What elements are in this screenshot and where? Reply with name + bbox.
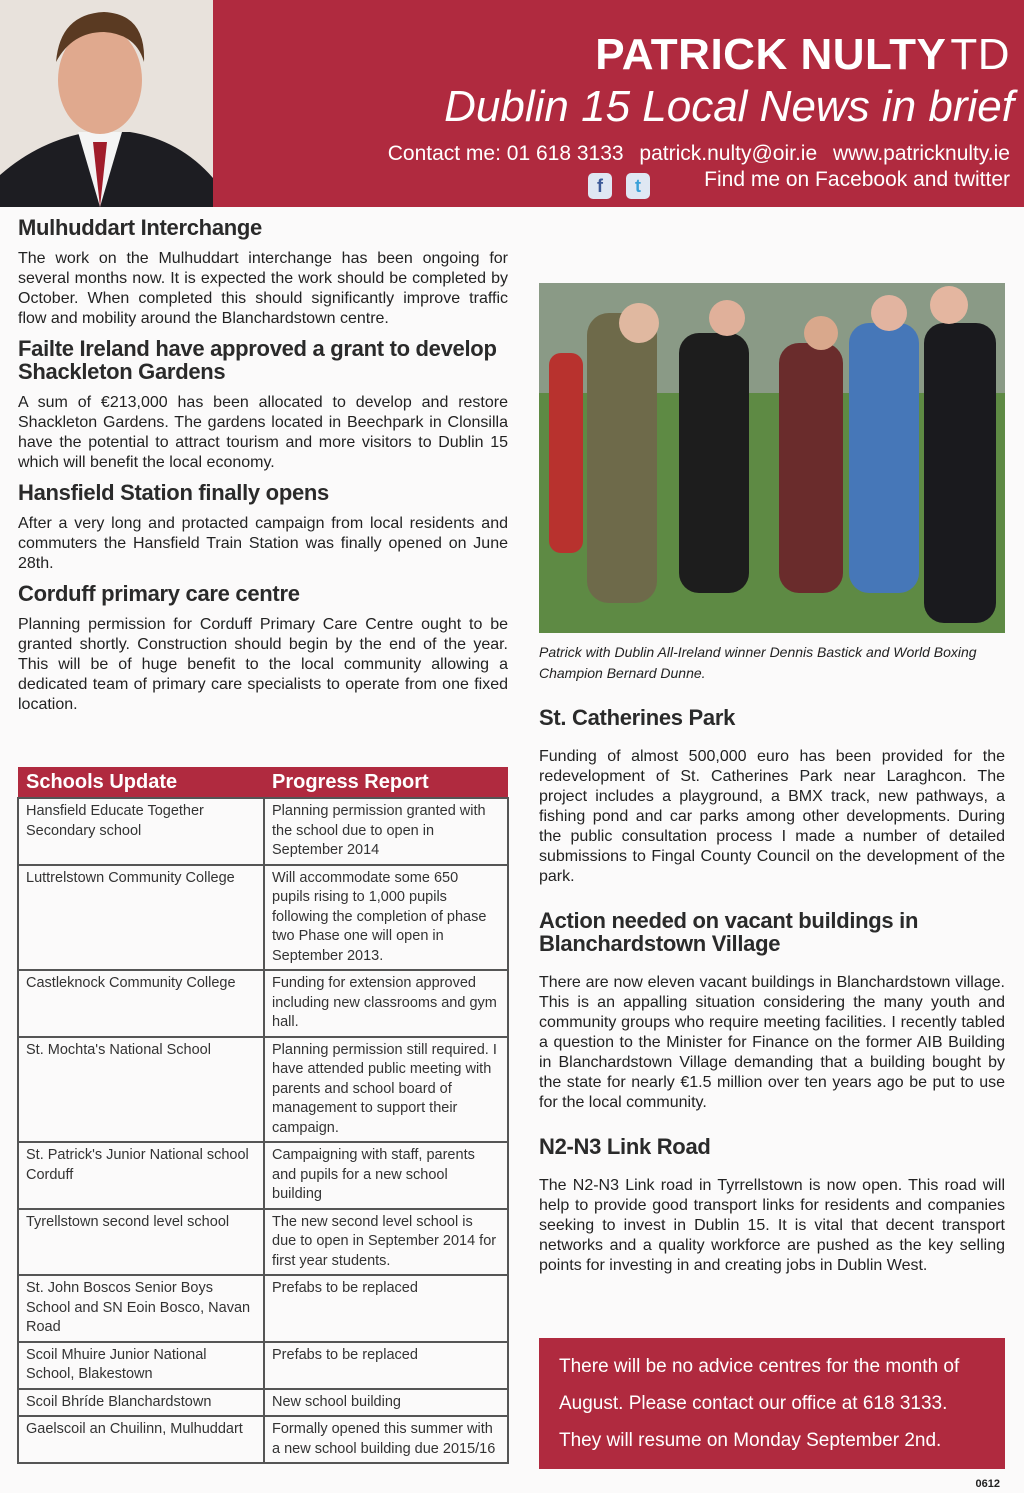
header-banner bbox=[0, 0, 1024, 207]
portrait-photo bbox=[0, 0, 213, 207]
progress-cell: Prefabs to be replaced bbox=[264, 1342, 508, 1389]
progress-cell: Will accommodate some 650 pupils rising to 1,000 pupils following the completion of phase two Phase one will open in September 2013. bbox=[264, 865, 508, 971]
schools-update-table bbox=[17, 767, 509, 1464]
group-photo bbox=[539, 283, 1005, 633]
right-column bbox=[539, 283, 1005, 1284]
article-corduff bbox=[18, 582, 508, 715]
school-cell: Gaelscoil an Chuilinn, Mulhuddart bbox=[18, 1416, 264, 1463]
social-text: Find me on Facebook and twitter bbox=[704, 168, 1010, 191]
article-heading: Corduff primary care centre bbox=[18, 581, 300, 606]
progress-cell: The new second level school is due to open in September 2014 for first year students. bbox=[264, 1209, 508, 1276]
newsletter-subtitle: Dublin 15 Local News in brief bbox=[444, 82, 1014, 131]
column-header-progress: Progress Report bbox=[264, 767, 508, 798]
table-row bbox=[18, 1342, 508, 1389]
left-column bbox=[18, 216, 508, 723]
article-hansfield bbox=[18, 481, 508, 574]
advice-centre-notice: There will be no advice centres for the month of August. Please contact our office at 618 3133. They will resume on Monday September 2nd. bbox=[539, 1338, 1005, 1469]
article-mulhuddart bbox=[18, 216, 508, 329]
table-row bbox=[18, 865, 508, 971]
progress-cell: Prefabs to be replaced bbox=[264, 1275, 508, 1342]
progress-cell: Planning permission granted with the school due to open in September 2014 bbox=[264, 798, 508, 865]
school-cell: Tyrellstown second level school bbox=[18, 1209, 264, 1276]
article-body: There are now eleven vacant buildings in Blanchardstown village. This is an appalling situation considering the many youth and community groups who require meeting facilities. I recently tabled a question to the Minister for Finance on the former AIB Building in Blanchardstown Village demanding that a building bought by the state for nearly €1.5 million over ten years ago be put to use for the local community. bbox=[539, 974, 1005, 1111]
article-body: Funding of almost 500,000 euro has been provided for the redevelopment of St. Catherines Park near Laraghcon. The project includes a playground, a BMX track, new pathways, a fishing pond and car parks among other developments. During the public consultation process I made a number of detailed submissions to Fingal County Council on the development of the park. bbox=[539, 748, 1005, 885]
contact-email[interactable]: patrick.nulty@oir.ie bbox=[639, 142, 818, 165]
table-row bbox=[18, 1389, 508, 1417]
article-body: Planning permission for Corduff Primary Care Centre ought to be granted shortly. Construction should begin by the end of the year. This will be of huge benefit to the local community allowing a dedicated team of primary care specialists to operate from one fixed location. bbox=[18, 616, 508, 713]
progress-cell: New school building bbox=[264, 1389, 508, 1417]
article-heading: Mulhuddart Interchange bbox=[18, 215, 262, 240]
school-cell: Luttrelstown Community College bbox=[18, 865, 264, 971]
article-heading: Failte Ireland have approved a grant to develop Shackleton Gardens bbox=[18, 336, 497, 384]
title-suffix: TD bbox=[950, 30, 1010, 79]
contact-line bbox=[388, 142, 1010, 166]
twitter-icon[interactable]: t bbox=[626, 173, 650, 199]
photo-caption: Patrick with Dublin All-Ireland winner Dennis Bastick and World Boxing Champion Bernard Dunne. bbox=[539, 644, 977, 681]
article-body: A sum of €213,000 has been allocated to develop and restore Shackleton Gardens. The gardens located in Beechpark in Clonsilla have the potential to attract tourism and more visitors to Dublin 15 which will benefit the local economy. bbox=[18, 394, 508, 471]
article-body: After a very long and protacted campaign from local residents and commuters the Hansfield Train Station was finally opened on June 28th. bbox=[18, 515, 508, 572]
progress-cell: Planning permission still required. I have attended public meeting with parents and school board of management to support their campaign. bbox=[264, 1037, 508, 1143]
name-text: PATRICK NULTY bbox=[595, 30, 947, 79]
article-heading: Hansfield Station finally opens bbox=[18, 480, 329, 505]
article-st-catherines bbox=[539, 706, 1005, 887]
article-vacant-buildings bbox=[539, 909, 1005, 1113]
portrait-illustration bbox=[0, 0, 213, 207]
article-heading: Action needed on vacant buildings in Blanchardstown Village bbox=[539, 908, 919, 956]
article-heading: N2-N3 Link Road bbox=[539, 1134, 711, 1159]
school-cell: St. John Boscos Senior Boys School and SN Eoin Bosco, Navan Road bbox=[18, 1275, 264, 1342]
table-row bbox=[18, 970, 508, 1037]
progress-cell: Campaigning with staff, parents and pupils for a new school building bbox=[264, 1142, 508, 1209]
article-body: The N2-N3 Link road in Tyrrellstown is now open. This road will help to provide good transport links for residents and companies seeking to invest in Dublin 15. It is vital that decent transport networks and a quality workforce are pushed as the key selling points for investing in and creating jobs in Dublin West. bbox=[539, 1177, 1005, 1274]
school-cell: Scoil Bhríde Blanchardstown bbox=[18, 1389, 264, 1417]
article-shackleton bbox=[18, 337, 508, 473]
table-row bbox=[18, 1416, 508, 1463]
table-header-row bbox=[18, 767, 508, 798]
facebook-icon[interactable]: f bbox=[588, 173, 612, 199]
contact-phone: Contact me: 01 618 3133 bbox=[387, 142, 624, 165]
school-cell: St. Mochta's National School bbox=[18, 1037, 264, 1143]
school-cell: St. Patrick's Junior National school Corduff bbox=[18, 1142, 264, 1209]
table-row bbox=[18, 798, 508, 865]
progress-cell: Formally opened this summer with a new school building due 2015/16 bbox=[264, 1416, 508, 1463]
social-icons bbox=[588, 173, 650, 199]
table-row bbox=[18, 1142, 508, 1209]
article-body: The work on the Mulhuddart interchange has been ongoing for several months now. It is expected the work should be completed by October. When completed this should significantly improve traffic flow and mobility around the Blanchardstown centre. bbox=[18, 250, 508, 327]
progress-cell: Funding for extension approved including new classrooms and gym hall. bbox=[264, 970, 508, 1037]
table-row bbox=[18, 1037, 508, 1143]
school-cell: Castleknock Community College bbox=[18, 970, 264, 1037]
page-code: 0612 bbox=[975, 1478, 1000, 1490]
table-row bbox=[18, 1275, 508, 1342]
article-link-road bbox=[539, 1135, 1005, 1276]
article-heading: St. Catherines Park bbox=[539, 705, 736, 730]
group-photo-illustration bbox=[539, 283, 1005, 633]
school-cell: Hansfield Educate Together Secondary school bbox=[18, 798, 264, 865]
table-row bbox=[18, 1209, 508, 1276]
politician-name bbox=[595, 30, 1010, 80]
column-header-schools: Schools Update bbox=[18, 767, 264, 798]
school-cell: Scoil Mhuire Junior National School, Blakestown bbox=[18, 1342, 264, 1389]
contact-website[interactable]: www.patricknulty.ie bbox=[832, 142, 1010, 165]
